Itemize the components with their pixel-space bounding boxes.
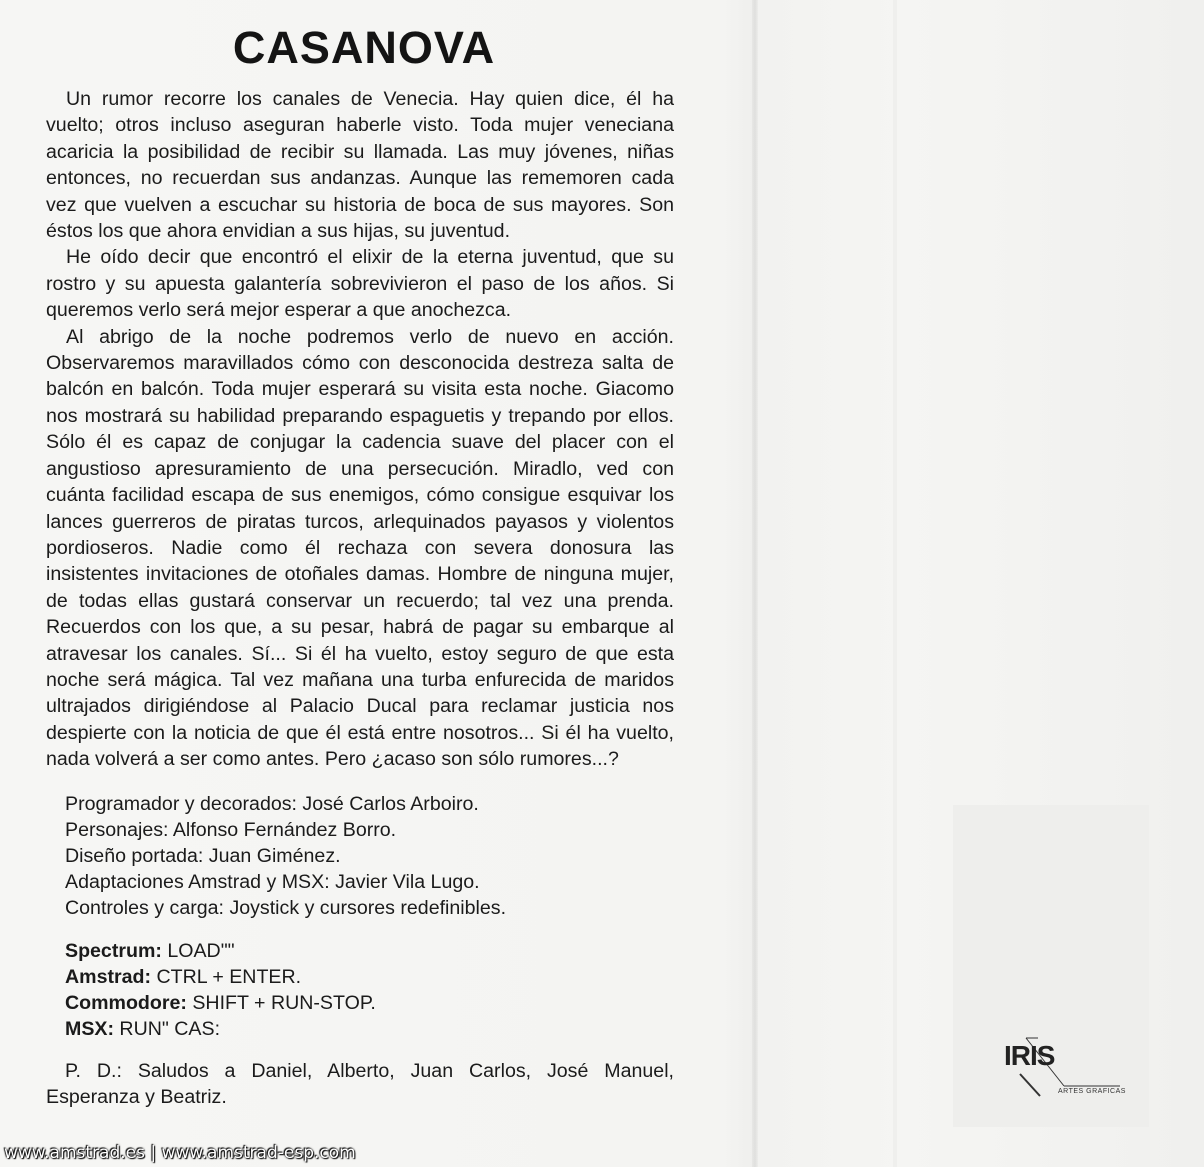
loading-instructions — [46, 938, 674, 1042]
footer-watermark: www.amstrad.es | www.amstrad-esp.com — [4, 1143, 356, 1163]
paragraph: Al abrigo de la noche podremos verlo de nuevo en acción. Observaremos maravillados cómo con desconocida destreza salta de balcón en balcón. Toda mujer esperará su visita esta noche. Giacomo nos mostrará su habilidad preparando espaguetis y trepando por ellos. Sólo él es capaz de conjugar la cadencia suave del placer con el angustioso apresuramiento de una persecución. Miradlo, ved con cuánta facilidad escapa de sus enemigos, cómo consigue esquivar los lances guerreros de piratas turcos, arlequinados payasos y violentos pordioseros. Nadie como él rechaza con severa donosura las insistentes invitaciones de otoñales damas. Hombre de ninguna mujer, de todas ellas gustará conservar un recuerdo; tal vez una prenda. Recuerdos con los que, a su pesar, habrá de pagar su embarque al atravesar los canales. Sí... Si él ha vuelto, estoy seguro de que esta noche será mágica. Tal vez mañana una turba enfurecida de maridos ultrajados dirigiéndose al Palacio Ducal para reclamar justicia nos despierte con la noticia de que él está entre nosotros... Si él ha vuelto, nada volverá a ser como antes. Pero ¿acaso son sólo rumores...? — [46, 325, 674, 771]
credit-line: Diseño portada: Juan Giménez. — [65, 844, 341, 867]
load-command: LOAD"" — [161, 939, 235, 962]
page-fold — [752, 0, 758, 1167]
load-line-amstrad — [65, 964, 674, 990]
paragraph: He oído decir que encontró el elixir de la eterna juventud, que su rostro y su apuesta galantería sobrevivieron el paso de los años. Si queremos verlo será mejor esperar a que anochezca. — [46, 246, 674, 322]
credits-list — [46, 791, 674, 921]
document-title: CASANOVA — [232, 22, 496, 73]
load-command: RUN" CAS: — [113, 1017, 221, 1040]
load-line-spectrum — [65, 938, 674, 964]
load-command: SHIFT + RUN-STOP. — [186, 991, 376, 1014]
load-line-commodore — [65, 990, 674, 1016]
system-name: Commodore: — [65, 991, 187, 1014]
logo-name: IRIS — [1004, 1040, 1055, 1071]
load-command: CTRL + ENTER. — [151, 965, 302, 988]
paragraph: Un rumor recorre los canales de Venecia. Hay quien dice, él ha vuelto; otros incluso aseguran haberle visto. Toda mujer veneciana acaricia la posibilidad de recibir su llamada. Las muy jóvenes, niñas entonces, no recuerdan sus andanzas. Aunque las rememoren cada vez que vuelven a escuchar su historia de boca de sus mayores. Son éstos los que ahora envidian a sus hijas, su juventud. — [46, 88, 674, 243]
page-fold-secondary — [893, 0, 897, 1167]
system-name: Amstrad: — [65, 965, 152, 988]
system-name: Spectrum: — [65, 939, 162, 962]
credit-line: Controles y carga: Joystick y cursores redefinibles. — [65, 896, 507, 919]
logo-subtitle: ARTES GRAFICAS — [1058, 1088, 1126, 1095]
postscript: P. D.: Saludos a Daniel, Alberto, Juan Carlos, José Manuel, Esperanza y Beatriz. — [46, 1059, 674, 1108]
system-name: MSX: — [65, 1017, 114, 1040]
credit-line: Personajes: Alfonso Fernández Borro. — [65, 818, 397, 841]
credit-line: Adaptaciones Amstrad y MSX: Javier Vila Lugo. — [65, 870, 480, 893]
credit-line: Programador y decorados: José Carlos Arboiro. — [65, 792, 479, 815]
iris-logo — [1004, 1036, 1124, 1100]
load-line-msx — [65, 1016, 674, 1042]
text-column — [46, 22, 674, 1129]
